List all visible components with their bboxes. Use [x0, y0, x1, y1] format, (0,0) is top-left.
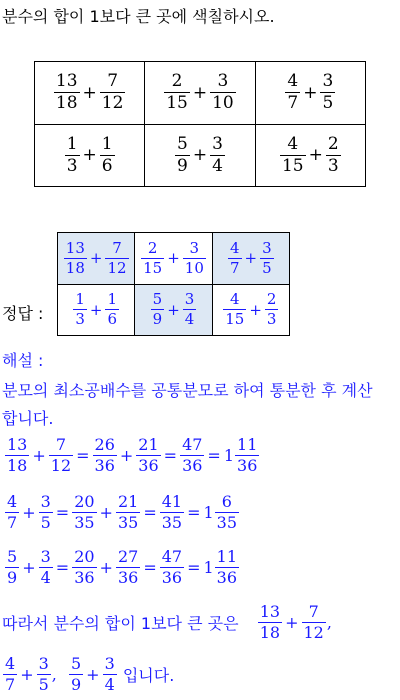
conclusion-line-2: $\frac{4}{7}$ + $\frac{3}{5}$ , $\frac{5}{9}$ + $\frac{3}{4}$ 입니다. [2, 656, 174, 693]
denominator: 36 [94, 456, 115, 475]
equals-sign: = [187, 558, 201, 577]
denominator: 4 [184, 310, 195, 329]
fraction [100, 133, 115, 176]
denominator: 6 [107, 310, 117, 329]
fraction [235, 437, 259, 474]
fraction [160, 549, 184, 586]
fraction [160, 494, 184, 531]
fraction [183, 292, 197, 327]
numerator: 3 [322, 71, 334, 92]
denominator: 35 [216, 513, 238, 532]
fraction [215, 494, 239, 531]
plus-sign: + [285, 613, 299, 632]
fraction [116, 549, 140, 586]
numerator: 3 [40, 492, 51, 511]
conclusion-answer [257, 602, 327, 642]
fraction [69, 656, 83, 693]
plus-sign: + [99, 558, 113, 577]
denominator: 9 [177, 155, 188, 176]
denominator: 5 [322, 93, 334, 114]
numerator: 7 [55, 435, 67, 454]
equation-row [4, 494, 240, 531]
denominator: 36 [161, 568, 183, 587]
numerator: 20 [74, 492, 95, 511]
numerator: 4 [287, 71, 299, 92]
denominator: 4 [212, 155, 223, 176]
denominator: 9 [7, 568, 18, 587]
denominator: 36 [117, 568, 139, 587]
numerator: 3 [184, 290, 195, 309]
plus-sign: + [244, 249, 258, 268]
fraction [141, 238, 164, 277]
fraction [175, 133, 190, 176]
fraction [65, 133, 80, 176]
question-cell [145, 62, 255, 125]
plus-sign: + [20, 665, 34, 684]
fraction [223, 292, 246, 327]
mixed-whole: 1 [203, 503, 214, 522]
denominator: 9 [70, 675, 82, 694]
denominator: 15 [225, 310, 245, 329]
denominator: 36 [216, 568, 238, 587]
plus-sign: + [119, 446, 134, 465]
fraction [164, 73, 190, 112]
numerator: 4 [229, 238, 240, 257]
numerator: 1 [107, 290, 117, 309]
plus-sign: + [82, 82, 97, 103]
fraction [5, 437, 29, 474]
explanation-label: 해설 : [2, 351, 44, 370]
numerator: 20 [74, 547, 95, 566]
numerator: 4 [7, 492, 18, 511]
question-cell [35, 62, 145, 125]
fraction [320, 73, 335, 112]
fraction [5, 494, 19, 531]
denominator: 7 [5, 675, 16, 694]
numerator: 6 [221, 492, 232, 511]
denominator: 36 [182, 456, 203, 475]
denominator: 9 [152, 310, 163, 329]
denominator: 36 [138, 456, 159, 475]
answer-cell [58, 284, 135, 336]
numerator: 4 [5, 654, 16, 673]
equals-sign: = [55, 503, 70, 522]
plus-sign: + [22, 558, 36, 577]
numerator: 2 [171, 71, 183, 92]
fraction [37, 656, 51, 693]
fraction [100, 73, 126, 112]
plus-sign: + [192, 82, 208, 103]
fraction [49, 437, 73, 474]
fraction [183, 238, 206, 277]
mixed-whole: 1 [203, 558, 214, 577]
plus-sign: + [167, 249, 180, 268]
numerator: 3 [40, 547, 51, 566]
numerator: 13 [7, 435, 28, 454]
numerator: 7 [107, 71, 119, 92]
denominator: 7 [287, 93, 299, 114]
answer-cell [135, 233, 212, 285]
answer-cell [212, 284, 289, 336]
fraction [215, 549, 239, 586]
fraction [258, 604, 282, 641]
equals-sign: = [163, 446, 178, 465]
numerator: 3 [38, 654, 49, 673]
fraction [210, 133, 225, 176]
denominator: 15 [166, 93, 188, 114]
denominator: 10 [212, 93, 234, 114]
fraction [105, 238, 128, 277]
numerator: 13 [259, 602, 281, 621]
fraction [280, 133, 306, 176]
denominator: 4 [104, 675, 115, 694]
denominator: 6 [101, 155, 113, 176]
numerator: 1 [101, 133, 113, 154]
numerator: 2 [327, 133, 339, 154]
question-cell [35, 124, 145, 187]
denominator: 36 [237, 456, 258, 475]
equation-row [4, 549, 240, 586]
fraction [260, 238, 274, 277]
denominator: 10 [184, 258, 204, 277]
conclusion-line-1: 따라서 분수의 합이 1보다 큰 곳은 $\frac{13}{18}$ + $\frac{7}{12}$ , [2, 602, 332, 642]
plus-sign: + [82, 145, 97, 166]
conclusion-answer [68, 654, 118, 694]
numerator: 27 [117, 547, 139, 566]
numerator: 47 [182, 435, 203, 454]
numerator: 3 [104, 654, 115, 673]
denominator: 35 [117, 513, 139, 532]
denominator: 12 [107, 258, 127, 277]
denominator: 18 [7, 456, 28, 475]
denominator: 3 [327, 155, 339, 176]
numerator: 11 [216, 547, 238, 566]
denominator: 12 [303, 623, 324, 642]
denominator: 15 [281, 155, 304, 176]
equals-sign: = [143, 558, 157, 577]
denominator: 3 [75, 310, 85, 329]
plus-sign: + [308, 145, 323, 166]
numerator: 5 [70, 654, 82, 673]
answer-table [57, 232, 290, 336]
fraction [105, 292, 119, 327]
fraction [5, 549, 19, 586]
plus-sign: + [303, 82, 318, 103]
fraction [73, 292, 87, 327]
fraction [39, 494, 53, 531]
plus-sign: + [32, 446, 46, 465]
plus-sign: + [89, 249, 103, 268]
fraction [326, 133, 341, 176]
denominator: 36 [74, 568, 95, 587]
plus-sign: + [22, 503, 36, 522]
fraction [116, 494, 140, 531]
fraction [72, 494, 96, 531]
question-cell [255, 62, 365, 125]
numerator: 3 [212, 133, 223, 154]
denominator: 35 [74, 513, 95, 532]
numerator: 21 [117, 492, 139, 511]
equals-sign: = [143, 503, 157, 522]
denominator: 5 [38, 675, 49, 694]
denominator: 3 [66, 155, 78, 176]
fraction [72, 549, 96, 586]
plus-sign: + [249, 300, 262, 319]
denominator: 35 [161, 513, 183, 532]
numerator: 4 [287, 133, 299, 154]
explanation-line-2: 합니다. [2, 409, 54, 428]
fraction [136, 437, 160, 474]
plus-sign: + [86, 665, 100, 684]
answer-cell [212, 233, 289, 285]
numerator: 3 [262, 238, 272, 257]
denominator: 18 [259, 623, 281, 642]
answer-label: 정답 : [2, 304, 44, 323]
fraction [151, 292, 165, 327]
fraction [54, 73, 80, 112]
fraction [302, 604, 326, 641]
numerator: 21 [138, 435, 159, 454]
fraction [3, 656, 17, 693]
numerator: 26 [94, 435, 115, 454]
fraction [228, 238, 242, 277]
question-cell [255, 124, 365, 187]
numerator: 13 [65, 238, 85, 257]
fraction [39, 549, 53, 586]
denominator: 4 [40, 568, 51, 587]
fraction [285, 73, 300, 112]
mixed-whole: 1 [223, 446, 235, 465]
numerator: 4 [229, 290, 240, 309]
numerator: 2 [147, 238, 158, 257]
denominator: 3 [266, 310, 277, 329]
numerator: 47 [161, 547, 183, 566]
numerator: 5 [7, 547, 18, 566]
question-text: 분수의 합이 1보다 큰 곳에 색칠하시오. [2, 7, 275, 26]
question-table [34, 61, 366, 187]
denominator: 15 [143, 258, 163, 277]
numerator: 5 [177, 133, 188, 154]
plus-sign: + [99, 503, 113, 522]
plus-sign: + [167, 300, 180, 319]
fraction [210, 73, 236, 112]
numerator: 3 [189, 238, 200, 257]
fraction [93, 437, 117, 474]
denominator: 18 [55, 93, 78, 114]
numerator: 13 [55, 71, 78, 92]
fraction [64, 238, 87, 277]
denominator: 5 [40, 513, 51, 532]
equals-sign: = [55, 558, 70, 577]
denominator: 12 [50, 456, 72, 475]
equation-row [4, 437, 260, 474]
numerator: 7 [308, 602, 319, 621]
denominator: 18 [65, 258, 85, 277]
plus-sign: + [192, 145, 208, 166]
equals-sign: = [207, 446, 221, 465]
numerator: 7 [112, 238, 122, 257]
conclusion-prefix: 따라서 분수의 합이 1보다 큰 곳은 [2, 614, 239, 633]
question-cell [145, 124, 255, 187]
numerator: 1 [75, 290, 85, 309]
fraction [265, 292, 279, 327]
plus-sign: + [89, 300, 103, 319]
denominator: 5 [262, 258, 272, 277]
numerator: 2 [266, 290, 277, 309]
numerator: 41 [161, 492, 183, 511]
fraction [180, 437, 204, 474]
numerator: 11 [237, 435, 258, 454]
conclusion-suffix: 입니다. [122, 666, 175, 685]
answer-cell [58, 233, 135, 285]
conclusion-answer [2, 654, 52, 694]
numerator: 5 [152, 290, 163, 309]
fraction [103, 656, 117, 693]
denominator: 7 [7, 513, 18, 532]
equals-sign: = [187, 503, 201, 522]
denominator: 12 [101, 93, 124, 114]
denominator: 7 [229, 258, 240, 277]
explanation-line-1: 분모의 최소공배수를 공통분모로 하여 통분한 후 계산 [2, 381, 373, 400]
numerator: 3 [217, 71, 229, 92]
numerator: 1 [66, 133, 78, 154]
equals-sign: = [76, 446, 90, 465]
answer-cell [135, 284, 212, 336]
